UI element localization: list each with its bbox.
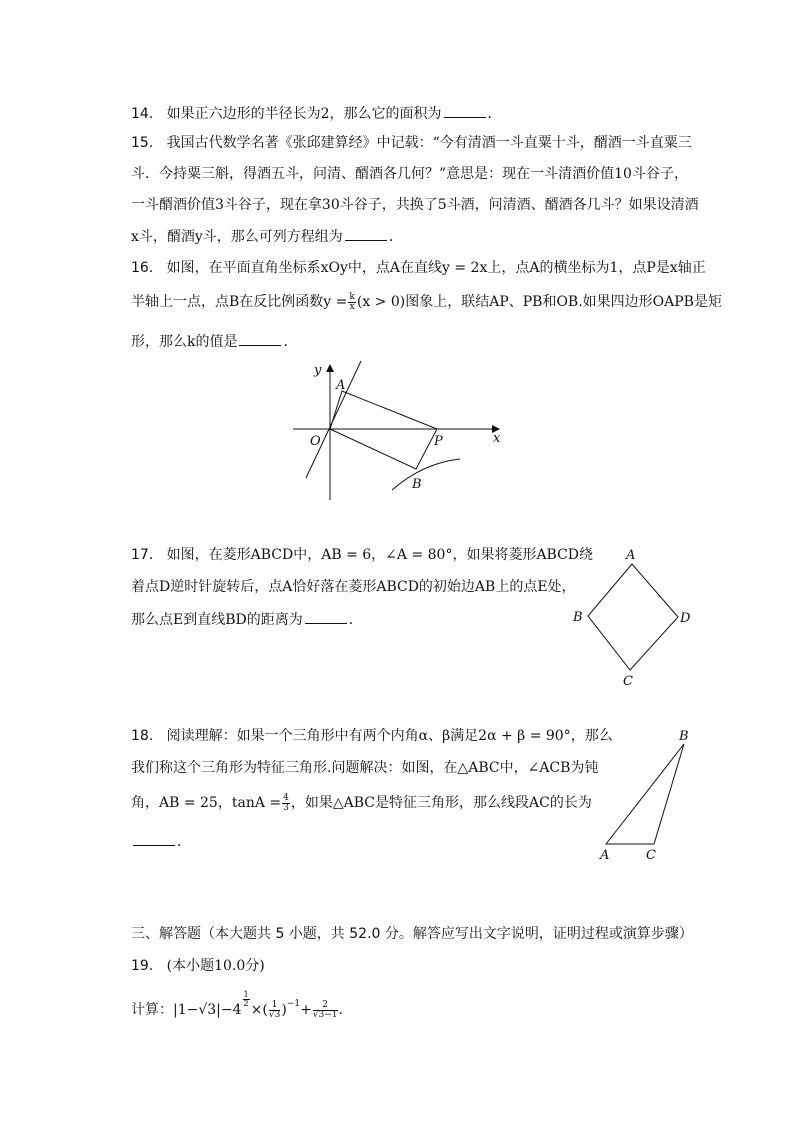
question-number: 18.: [131, 728, 154, 744]
expr-part: +: [300, 1002, 312, 1018]
question-number: 17.: [131, 547, 154, 563]
question-18-line-4: [131, 831, 191, 852]
label-x-axis: x: [493, 431, 501, 446]
label-C: C: [646, 848, 656, 863]
expr-part: |1−√3|−4: [173, 1002, 242, 1018]
question-15-line-3: 一斗醑酒价值3斗谷子，现在拿30斗谷子，共换了5斗酒，问清酒、醑酒各几斗？如果设清酒: [131, 197, 699, 213]
punctuation: ．: [487, 106, 502, 122]
exponent-fraction: $\frac{1}{2}$: [243, 990, 249, 1008]
punctuation: ．: [348, 612, 363, 628]
fraction-1-over-root3: $\frac{1}{√3}$: [268, 999, 281, 1020]
fraction-k-over-x: $\frac{k}{x}$: [349, 291, 355, 312]
label-A: A: [626, 548, 636, 563]
question-number: 19.: [131, 958, 154, 974]
section-heading: 三、解答题（本大题共 5 小题，共 52.0 分。解答应写出文字说明，证明过程或演算步骤）: [131, 926, 693, 942]
figure-coordinate-rectangle: [288, 358, 508, 508]
answer-blank: [305, 609, 347, 624]
question-text: 如图，在平面直角坐标系xOy中，点A在直线y = 2x上，点A的横坐标为1，点P是x轴正: [166, 260, 706, 276]
question-text: x斗，醑酒y斗，那么可列方程组为: [131, 229, 343, 245]
question-16-line-1: [131, 258, 706, 278]
label-P: P: [434, 434, 443, 449]
question-text: 如图，在菱形ABCD中，AB = 6，∠A = 80°，如果将菱形ABCD绕: [166, 547, 594, 563]
answer-blank: [345, 226, 387, 241]
question-16-line-2: [131, 292, 722, 312]
question-text: 形，那么k的值是: [131, 334, 238, 350]
fraction-4-over-3: $\frac{4}{3}$: [283, 792, 289, 813]
answer-blank: [133, 831, 175, 846]
question-17-line-2: 着点D逆时针旋转后，点A恰好落在菱形ABCD的初始边AB上的点E处，: [131, 579, 576, 595]
question-number: 14.: [131, 106, 154, 122]
label-C: C: [623, 674, 633, 689]
punctuation: ．: [283, 334, 298, 350]
question-text: ，如果△ABC是特征三角形，那么线段AC的长为: [290, 795, 592, 811]
label-D: D: [680, 611, 691, 626]
question-17-line-1: [131, 545, 593, 565]
punctuation: ．: [177, 834, 191, 850]
question-17-line-3: [131, 609, 363, 630]
fraction-2-over-root3-minus-1: $\frac{2}{√3-1}$: [312, 999, 338, 1020]
question-text: 如果正六边形的半径长为2，那么它的面积为: [166, 106, 442, 122]
label-B: B: [412, 477, 422, 492]
question-text: 半轴上一点，点B在反比例函数y =: [131, 294, 348, 310]
question-15-line-2: 斗．今持粟三斛，得酒五斗，问清、醑酒各几何？”意思是：现在一斗清酒价值10斗谷子，: [131, 166, 688, 182]
label-A: A: [600, 848, 610, 863]
question-18-line-2: 我们称这个三角形为特征三角形.问题解决：如图，在△ABC中，∠ACB为钝: [131, 760, 599, 776]
question-19-header: [131, 956, 265, 976]
expr-part: ): [281, 1002, 287, 1018]
exponent: −1: [286, 999, 301, 1009]
expr-part: ×(: [250, 1002, 268, 1018]
question-text: 角，AB = 25，tanA =: [131, 795, 282, 811]
label-y-axis: y: [314, 363, 322, 378]
question-15-line-4: [131, 226, 403, 247]
question-score: (本小题10.0分): [166, 958, 265, 974]
question-text: 阅读理解：如果一个三角形中有两个内角α、β满足2α + β = 90°，那么: [166, 728, 613, 744]
calc-label: 计算：: [131, 1002, 173, 1018]
question-number: 15.: [131, 135, 154, 151]
figure-rhombus: [568, 544, 698, 689]
question-18-line-1: [131, 726, 613, 746]
question-text: 我国古代数学名著《张邱建算经》中记载：“今有清酒一斗直粟十斗，醑酒一斗直粟三: [166, 135, 692, 151]
punctuation: ．: [388, 229, 403, 245]
answer-blank: [444, 103, 486, 118]
answer-blank: [239, 331, 281, 346]
question-number: 16.: [131, 260, 154, 276]
question-16-line-3: [131, 331, 297, 352]
label-O: O: [310, 434, 321, 449]
expr-part: .: [338, 1002, 343, 1018]
question-14: [131, 103, 502, 124]
question-19-expression: [131, 991, 343, 1020]
figure-triangle: [592, 726, 702, 866]
question-15-line-1: [131, 133, 692, 153]
question-18-line-3: [131, 793, 592, 813]
label-A: A: [336, 378, 346, 393]
label-B: B: [573, 610, 583, 625]
label-B: B: [679, 729, 689, 744]
question-text: (x > 0)图象上，联结AP、PB和OB.如果四边形OAPB是矩: [356, 294, 722, 310]
question-text: 那么点E到直线BD的距离为: [131, 612, 303, 628]
